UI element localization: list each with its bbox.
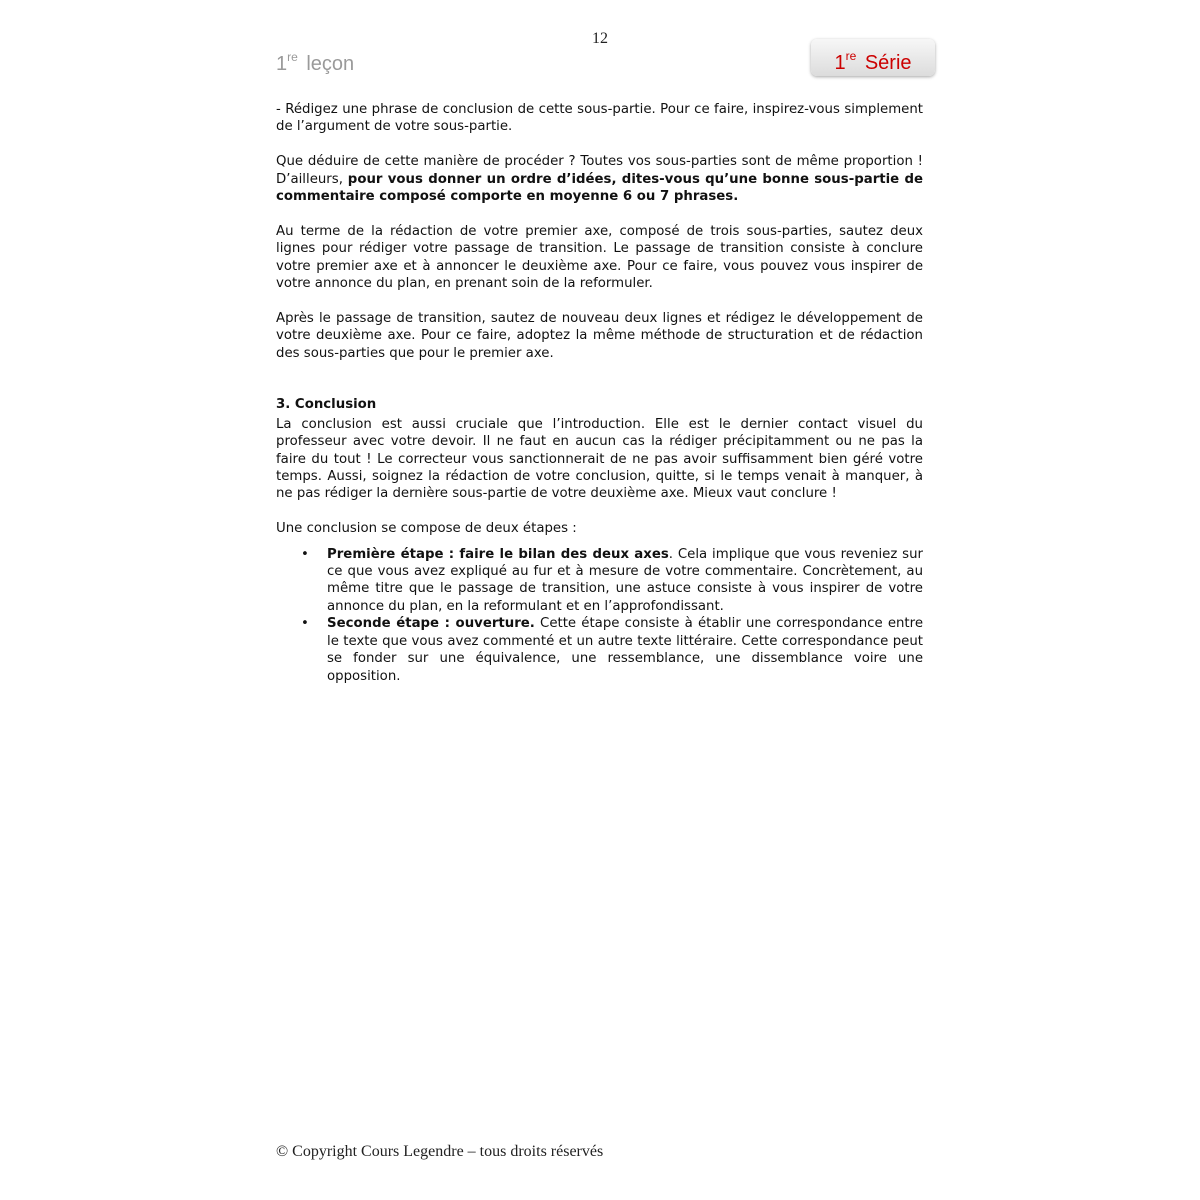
step-one-text: . Cela implique que vous reveniez sur ce que vous avez expliqué au fur et à mesure de votre commentaire. Concrètement, au même titre que le passage de transition, une astuce consiste à vous inspirer de votre annonce du plan, en la reformulant et en l’approfondissant. bbox=[327, 546, 923, 614]
copyright-footer: © Copyright Cours Legendre – tous droits réservés bbox=[276, 1143, 604, 1160]
paragraph-proportion-emphasis: pour vous donner un ordre d’idées, dites-vous qu’une bonne sous-partie de commentaire composé comporte en moyenne 6 ou 7 phrases. bbox=[276, 171, 923, 205]
lesson-text: leçon bbox=[306, 53, 355, 75]
lesson-superscript: re bbox=[287, 50, 298, 64]
document-body bbox=[276, 101, 923, 685]
series-text: Série bbox=[864, 52, 912, 74]
paragraph-proportion bbox=[276, 153, 923, 205]
page-number: 12 bbox=[592, 30, 608, 47]
paragraph-two-steps: Une conclusion se compose de deux étapes : bbox=[276, 521, 577, 537]
bullet-icon: • bbox=[301, 546, 309, 562]
list-item-step-two bbox=[276, 615, 923, 685]
section-heading-conclusion: 3. Conclusion bbox=[276, 397, 377, 413]
list-item-step-one bbox=[276, 546, 923, 616]
paragraph-second-axis: Après le passage de transition, sautez de nouveau deux lignes et rédigez le développement de votre deuxième axe. Pour ce faire, adoptez la même méthode de structuration et de rédaction des sous-parties que pour le premier axe. bbox=[276, 310, 923, 361]
paragraph-proportion-text: Que déduire de cette manière de procéder ? Toutes vos sous-parties sont de même proportion ! D’ailleurs, bbox=[276, 154, 923, 187]
paragraph-conclusion-sentence: - Rédigez une phrase de conclusion de cette sous-partie. Pour ce faire, inspirez-vous simplement de l’argument de votre sous-partie. bbox=[276, 102, 923, 135]
step-one-title: Première étape : faire le bilan des deux axes bbox=[327, 546, 669, 562]
paragraph-transition: Au terme de la rédaction de votre premier axe, composé de trois sous-parties, sautez deux lignes pour rédiger votre passage de transition. Le passage de transition consiste à conclure votre premier axe et à annoncer le deuxième axe. Pour ce faire, vous pouvez vous inspirer de votre annonce du plan, en prenant soin de la reformuler. bbox=[276, 223, 923, 292]
paragraph-conclusion-importance: La conclusion est aussi cruciale que l’introduction. Elle est le dernier contact visuel du professeur avec votre devoir. Il ne faut en aucun cas la rédiger précipitamment ou ne pas la faire du tout ! Le correcteur vous sanctionnerait de ne pas avoir suffisamment bien géré votre temps. Aussi, soignez la rédaction de votre conclusion, quitte, si le temps venait à manquer, à ne pas rédiger la dernière sous-partie de votre deuxième axe. Mieux vaut conclure ! bbox=[276, 416, 923, 502]
step-two-title: Seconde étape : ouverture. bbox=[327, 616, 535, 632]
lesson-label bbox=[276, 50, 354, 76]
series-superscript: re bbox=[845, 49, 857, 63]
section-spacer bbox=[276, 379, 923, 396]
bullet-icon: • bbox=[301, 616, 309, 632]
series-number: 1 bbox=[834, 52, 846, 74]
series-tab bbox=[811, 39, 935, 76]
step-two-text: Cette étape consiste à établir une correspondance entre le texte que vous avez commenté et un autre texte littéraire. Cette correspondance peut se fonder sur une équivalence, une ressemblance, une dissemblance voire une opposition. bbox=[327, 616, 924, 684]
steps-list bbox=[276, 546, 923, 685]
lesson-number: 1 bbox=[276, 53, 288, 75]
